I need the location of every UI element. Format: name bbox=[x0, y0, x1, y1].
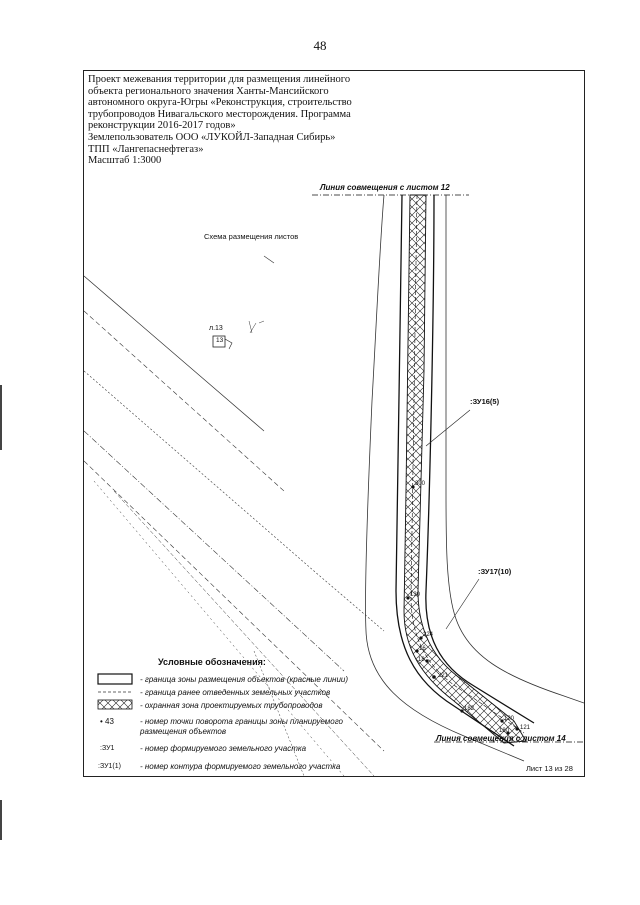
point-label: 130 bbox=[410, 592, 421, 598]
map-sheet bbox=[83, 70, 585, 777]
parcel-label-zu16: :ЗУ16(5) bbox=[470, 397, 500, 406]
legend-symbol-point: • 43 bbox=[100, 717, 114, 726]
point-label: 300 bbox=[415, 481, 426, 487]
legend-item-point-cont: размещения объектов bbox=[140, 727, 227, 736]
point-label: 16 bbox=[419, 646, 426, 652]
map-header bbox=[88, 74, 388, 167]
red-line-right bbox=[426, 195, 534, 723]
diagonal-line-4 bbox=[84, 431, 344, 671]
scan-edge-mark bbox=[0, 385, 2, 450]
diagonal-line-8 bbox=[254, 651, 304, 776]
diagonal-line-1 bbox=[84, 276, 264, 431]
scan-edge-mark-lower bbox=[0, 800, 2, 840]
title-line: реконструкции 2016-2017 годов» bbox=[88, 120, 236, 132]
parcel-label-zu17: :ЗУ17(10) bbox=[478, 567, 512, 576]
legend-title: Условные обозначения: bbox=[158, 657, 266, 667]
point-label: 182 bbox=[464, 706, 475, 712]
leader-zu17 bbox=[446, 579, 479, 629]
diagonal-line-2 bbox=[84, 311, 284, 491]
point-label: 18 bbox=[418, 657, 425, 663]
match-line-top-label: Линия совмещения с листом 12 bbox=[320, 183, 450, 192]
title-line: Проект межевания территории для размещения линейного bbox=[88, 74, 351, 85]
title-line: трубопроводов Нивагальского месторождения. Программа bbox=[88, 108, 351, 120]
legend-symbol-zu: :ЗУ1 bbox=[100, 745, 115, 752]
legend-item-point: - номер точки поворота границы зоны планируемого bbox=[140, 717, 344, 726]
title-line: автономного округа-Югры «Реконструкция, строительство bbox=[88, 97, 352, 109]
diagonal-line-3 bbox=[84, 371, 384, 631]
point-label: 224 bbox=[423, 632, 434, 638]
legend-item-hatched: - охранная зона проектируемых трубопроводов bbox=[140, 701, 323, 710]
inset-sheet-label: л.13 bbox=[209, 325, 223, 332]
point-label: 121 bbox=[520, 725, 531, 731]
match-line-bottom-label: Линия совмещения с листом 14 bbox=[436, 734, 566, 743]
parcel-boundary-right bbox=[446, 195, 584, 703]
title-line: объекта регионального значения Ханты-Мансийского bbox=[88, 85, 329, 97]
legend-item-red-line: - граница зоны размещения объектов (красные линии) bbox=[140, 675, 349, 684]
legend-symbol-red-line bbox=[98, 674, 132, 684]
point-label: 180 bbox=[499, 728, 510, 734]
leader-zu16 bbox=[426, 410, 470, 446]
sheet-number: Лист 13 из 28 bbox=[526, 764, 573, 773]
scale: Масштаб 1:3000 bbox=[88, 155, 162, 167]
inset-sheet-number: 13 bbox=[216, 337, 224, 344]
land-user: Землепользователь ООО «ЛУКОЙЛ-Западная Сибирь» bbox=[88, 131, 336, 143]
legend-item-zu-contour: - номер контура формируемого земельного участка bbox=[140, 762, 341, 771]
point-label: 221 bbox=[438, 673, 449, 679]
legend-item-zu: - номер формируемого земельного участка bbox=[140, 744, 307, 753]
point-label: 120 bbox=[504, 716, 515, 722]
inset-title: Схема размещения листов bbox=[204, 232, 299, 241]
legend-symbol-hatched bbox=[98, 700, 132, 709]
legend-item-dashed: - граница ранее отведенных земельных участков bbox=[140, 688, 331, 697]
tpp: ТПП «Лангепаснефтегаз» bbox=[88, 143, 204, 155]
page-number: 48 bbox=[313, 38, 327, 53]
cadastral-map bbox=[84, 71, 584, 776]
legend-symbol-zu-contour: :ЗУ1(1) bbox=[98, 763, 121, 770]
